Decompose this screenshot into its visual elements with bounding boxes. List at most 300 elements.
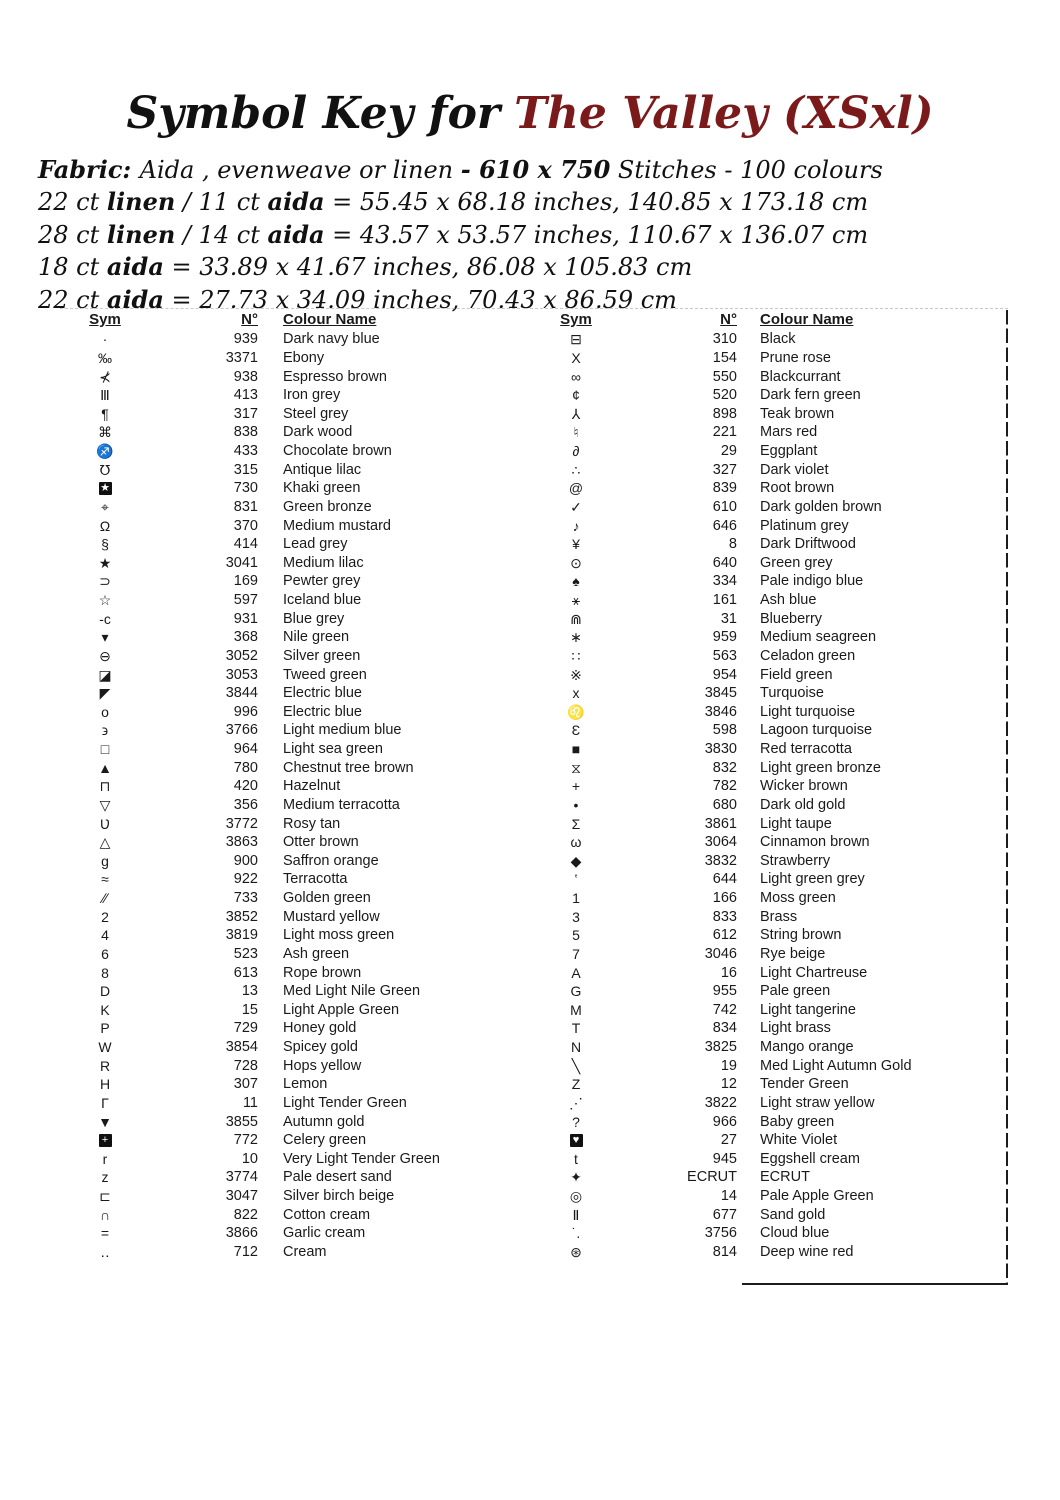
symbol-cell: ¢	[572, 387, 580, 404]
symbol-cell: t	[574, 1150, 578, 1167]
table-row	[530, 460, 1008, 479]
colour-name-cell: Light green grey	[760, 871, 865, 888]
number-cell: 730	[233, 480, 258, 497]
symbol-cell: ╲	[571, 1057, 581, 1074]
table-row	[530, 889, 1008, 908]
number-cell: 3041	[225, 554, 258, 571]
number-cell: 839	[712, 480, 737, 497]
symbol-cell: ‰	[98, 349, 112, 366]
table-row	[60, 386, 520, 405]
colour-name-cell: Root brown	[760, 480, 835, 497]
number-cell: 931	[233, 610, 258, 627]
symbol-cell: ℧	[99, 461, 111, 478]
table-row	[60, 367, 520, 386]
colour-name-cell: String brown	[760, 927, 842, 944]
table-row	[60, 1168, 520, 1187]
table-row	[530, 703, 1008, 722]
colour-name-cell: Garlic cream	[283, 1225, 366, 1242]
table-row	[530, 1075, 1008, 1094]
table-row	[60, 535, 520, 554]
colour-name-cell: Khaki green	[283, 480, 361, 497]
symbol-cell: o	[101, 703, 109, 720]
symbol-cell: ∕∕	[102, 890, 108, 907]
table-row	[530, 572, 1008, 591]
table-row	[530, 554, 1008, 573]
colour-name-cell: Otter brown	[283, 834, 359, 851]
table-row	[530, 796, 1008, 815]
colour-name-cell: Teak brown	[760, 405, 835, 422]
symbol-cell: ♠	[572, 573, 580, 590]
number-cell: 334	[712, 573, 737, 590]
title-prefix: Symbol Key for	[126, 88, 501, 139]
colour-name-cell: Light Chartreuse	[760, 964, 868, 981]
table-row	[60, 1224, 520, 1243]
colour-name-cell: Silver birch beige	[283, 1188, 395, 1205]
table-row	[530, 870, 1008, 889]
symbol-cell: ¶	[101, 405, 109, 422]
number-cell: 317	[233, 405, 258, 422]
table-row	[530, 1243, 1008, 1262]
colour-name-cell: Mars red	[760, 424, 818, 441]
number-cell: 598	[712, 722, 737, 739]
number-cell: 646	[712, 517, 737, 534]
colour-name-cell: Blue grey	[283, 610, 345, 627]
colour-name-cell: Terracotta	[283, 871, 348, 888]
colour-name-cell: Light brass	[760, 1020, 831, 1037]
number-cell: 3852	[225, 908, 258, 925]
symbol-cell: ♮	[573, 424, 579, 441]
symbol-cell: x	[572, 685, 580, 702]
symbol-cell: §	[101, 536, 109, 553]
number-cell: 939	[233, 331, 258, 348]
number-cell: 10	[241, 1150, 258, 1167]
number-cell: 307	[233, 1076, 258, 1093]
number-column-header: N°	[241, 311, 258, 328]
colour-name-cell: Celadon green	[760, 647, 856, 664]
number-cell: 832	[712, 759, 737, 776]
symbol-cell: ¥	[572, 536, 580, 553]
sym-column-header: Sym	[560, 311, 592, 328]
colour-name-cell: Light straw yellow	[760, 1094, 875, 1111]
table-header	[530, 309, 1008, 330]
table-row	[530, 479, 1008, 498]
colour-name-cell: Dark fern green	[760, 387, 861, 404]
symbol-cell: ♌	[567, 703, 585, 720]
number-cell: 640	[712, 554, 737, 571]
symbol-cell: ˙.	[571, 1225, 581, 1242]
table-row	[530, 907, 1008, 926]
symbol-cell: ⊙	[570, 554, 582, 571]
colour-name-cell: Med Light Autumn Gold	[760, 1057, 912, 1074]
number-cell: 954	[712, 666, 737, 683]
symbol-cell: H	[99, 1076, 111, 1093]
symbol-cell: z	[101, 1169, 109, 1186]
number-cell: 3772	[225, 815, 258, 832]
number-cell: 938	[233, 368, 258, 385]
colour-name-cell: Dark old gold	[760, 796, 846, 813]
table-row	[530, 1205, 1008, 1224]
table-row	[530, 423, 1008, 442]
table-row	[60, 665, 520, 684]
symbol-cell: M	[570, 1001, 582, 1018]
number-cell: 16	[720, 964, 737, 981]
table-row	[530, 1168, 1008, 1187]
symbol-cell: +	[99, 1134, 112, 1147]
number-cell: 3766	[225, 722, 258, 739]
colour-name-cell: Light medium blue	[283, 722, 402, 739]
colour-name-cell: Very Light Tender Green	[283, 1150, 440, 1167]
symbol-cell: ⊛	[570, 1243, 582, 1260]
number-cell: 712	[233, 1243, 258, 1260]
symbol-cell: ⧖	[571, 759, 581, 776]
table-row	[60, 479, 520, 498]
symbol-cell: •	[573, 796, 579, 813]
colour-name-cell: Dark golden brown	[760, 498, 882, 515]
number-cell: 3854	[225, 1039, 258, 1056]
symbol-cell: ⌘	[98, 424, 112, 441]
colour-name-cell: Celery green	[283, 1132, 367, 1149]
number-cell: 3819	[225, 927, 258, 944]
table-row	[60, 907, 520, 926]
colour-name-cell: Platinum grey	[760, 517, 849, 534]
number-cell: 922	[233, 871, 258, 888]
symbol-cell: ☆	[98, 592, 112, 609]
number-cell: 955	[712, 983, 737, 1000]
colour-name-cell: Red terracotta	[760, 741, 852, 758]
symbol-cell: ▽	[99, 796, 111, 813]
table-row	[60, 647, 520, 666]
table-row	[530, 647, 1008, 666]
symbol-cell: 3	[572, 908, 580, 925]
colour-name-cell: Nile green	[283, 629, 350, 646]
table-row	[60, 349, 520, 368]
number-cell: 729	[233, 1020, 258, 1037]
table-row	[60, 777, 520, 796]
page-title	[0, 88, 1060, 140]
colour-name-cell: Tweed green	[283, 666, 367, 683]
number-cell: 772	[233, 1132, 258, 1149]
symbol-cell: Ʋ	[99, 815, 111, 832]
table-row	[60, 703, 520, 722]
colour-name-cell: Pale desert sand	[283, 1169, 392, 1186]
table-row	[60, 405, 520, 424]
symbol-cell: ‛	[574, 871, 578, 888]
table-row	[530, 367, 1008, 386]
symbol-cell: ∴	[571, 461, 581, 478]
number-cell: 3053	[225, 666, 258, 683]
number-cell: 13	[241, 983, 258, 1000]
number-cell: 613	[233, 964, 258, 981]
symbol-cell: Z	[571, 1076, 581, 1093]
colour-name-cell: Lagoon turquoise	[760, 722, 873, 739]
table-row	[530, 982, 1008, 1001]
symbol-cell: ♐	[96, 443, 114, 460]
table-row	[530, 498, 1008, 517]
right-frame-dashed-border	[1006, 310, 1008, 1283]
symbol-cell: ✓	[570, 498, 582, 515]
number-cell: 728	[233, 1057, 258, 1074]
table-row	[530, 665, 1008, 684]
symbol-cell: ⊀	[99, 368, 111, 385]
colour-name-cell: Ash green	[283, 945, 350, 962]
table-row	[530, 740, 1008, 759]
symbol-cell: ·	[102, 331, 108, 348]
fabric-line: 28 ct linen / 14 ct aida = 43.57 x 53.57 inches, 110.67 x 136.07 cm	[38, 219, 869, 249]
symbol-cell: ■	[571, 741, 581, 758]
table-row	[530, 609, 1008, 628]
number-cell: 414	[233, 536, 258, 553]
symbol-cell: ∷	[571, 647, 581, 664]
number-cell: 520	[712, 387, 737, 404]
symbol-cell: Ω	[99, 517, 111, 534]
symbol-cell: ⋰	[569, 1094, 583, 1111]
colour-name-cell: Mango orange	[760, 1039, 854, 1056]
symbol-cell: K	[100, 1001, 110, 1018]
table-row	[530, 1038, 1008, 1057]
colour-name-cell: ECRUT	[760, 1169, 810, 1186]
symbol-cell: ≈	[101, 871, 109, 888]
fabric-line: Fabric: Aida , evenweave or linen - 610 x 750 Stitches - 100 colours	[38, 155, 883, 184]
title-pattern-name: The Valley (XSxl)	[514, 88, 934, 139]
symbol-cell: ⊓	[99, 778, 111, 795]
number-cell: 3774	[225, 1169, 258, 1186]
table-row	[530, 1187, 1008, 1206]
colour-name-cell: Medium lilac	[283, 554, 364, 571]
number-cell: 166	[712, 890, 737, 907]
colour-name-cell: Prune rose	[760, 349, 831, 366]
table-row	[60, 963, 520, 982]
number-cell: 742	[712, 1001, 737, 1018]
number-cell: 310	[712, 331, 737, 348]
symbol-table-right	[530, 308, 1008, 1261]
number-cell: 3832	[704, 852, 737, 869]
symbol-cell: -c	[99, 610, 111, 627]
symbol-cell: △	[99, 834, 111, 851]
table-row	[530, 721, 1008, 740]
table-header	[60, 309, 520, 330]
number-cell: 680	[712, 796, 737, 813]
colour-name-cell: Green grey	[760, 554, 833, 571]
colour-name-cell: Turquoise	[760, 685, 824, 702]
symbol-cell: R	[99, 1057, 111, 1074]
colour-name-cell: Ebony	[283, 349, 325, 366]
colour-name-cell: Honey gold	[283, 1020, 357, 1037]
number-cell: 3866	[225, 1225, 258, 1242]
symbol-cell: ▲	[98, 759, 112, 776]
colour-name-cell: Cream	[283, 1243, 327, 1260]
table-row	[60, 1187, 520, 1206]
bottom-frame-border	[742, 1283, 1008, 1285]
symbol-cell: ◎	[569, 1188, 583, 1205]
symbol-cell: T	[571, 1020, 581, 1037]
colour-name-cell: Dark Driftwood	[760, 536, 856, 553]
colour-name-cell: Eggplant	[760, 443, 818, 460]
symbol-cell: ◤	[99, 685, 111, 702]
number-cell: 356	[233, 796, 258, 813]
symbol-cell: g	[101, 852, 109, 869]
table-row	[60, 1112, 520, 1131]
colour-name-cell: Antique lilac	[283, 461, 362, 478]
number-cell: 433	[233, 443, 258, 460]
table-row	[530, 945, 1008, 964]
symbol-cell: ω	[570, 834, 582, 851]
symbol-cell: ⊖	[99, 647, 111, 664]
colour-name-cell: Medium terracotta	[283, 796, 400, 813]
number-cell: 945	[712, 1150, 737, 1167]
colour-name-cell: Dark navy blue	[283, 331, 380, 348]
table-row	[530, 1112, 1008, 1131]
number-cell: 3861	[704, 815, 737, 832]
symbol-cell: ∗	[570, 629, 582, 646]
table-row	[60, 554, 520, 573]
number-cell: 3047	[225, 1188, 258, 1205]
symbol-cell: ★	[100, 481, 110, 494]
fabric-line: 22 ct linen / 11 ct aida = 55.45 x 68.18 inches, 140.85 x 173.18 cm	[38, 187, 869, 217]
colour-name-cell: Medium seagreen	[760, 629, 877, 646]
symbol-cell: 5	[572, 927, 580, 944]
table-row	[60, 1019, 520, 1038]
number-cell: 833	[712, 908, 737, 925]
colour-name-cell: Pale green	[760, 983, 831, 1000]
symbol-cell: ⊏	[99, 1188, 111, 1205]
colour-name-cell: Strawberry	[760, 852, 831, 869]
colour-name-cell: Lead grey	[283, 536, 348, 553]
table-row	[530, 814, 1008, 833]
symbol-cell: 6	[101, 945, 109, 962]
table-row	[530, 442, 1008, 461]
table-row	[60, 1001, 520, 1020]
number-cell: 834	[712, 1020, 737, 1037]
table-row	[60, 591, 520, 610]
number-cell: 11	[242, 1094, 258, 1111]
table-row	[60, 516, 520, 535]
symbol-cell: ✦	[570, 1169, 582, 1186]
table-row	[60, 740, 520, 759]
table-row	[60, 721, 520, 740]
colour-name-cell: Hazelnut	[283, 778, 341, 795]
table-row	[530, 1224, 1008, 1243]
symbol-cell: 4	[101, 927, 109, 944]
symbol-cell: G	[570, 983, 582, 1000]
number-cell: 3046	[704, 945, 737, 962]
table-row	[60, 1056, 520, 1075]
colour-name-cell: Green bronze	[283, 498, 372, 515]
table-row	[60, 1205, 520, 1224]
number-cell: 3371	[225, 349, 258, 366]
symbol-cell: Ⅱ	[572, 1206, 580, 1223]
number-cell: 814	[712, 1243, 737, 1260]
number-cell: 733	[233, 890, 258, 907]
colour-name-cell: Rope brown	[283, 964, 362, 981]
number-cell: 315	[233, 461, 258, 478]
symbol-cell: ★	[98, 554, 112, 571]
symbol-cell: ⚹	[571, 592, 581, 609]
colour-name-cell: Autumn gold	[283, 1113, 365, 1130]
colour-name-cell: Light Apple Green	[283, 1001, 400, 1018]
table-row	[530, 684, 1008, 703]
table-row	[530, 852, 1008, 871]
table-row	[530, 1056, 1008, 1075]
number-cell: 3064	[704, 834, 737, 851]
number-cell: 782	[712, 778, 737, 795]
table-row	[60, 572, 520, 591]
number-cell: 161	[712, 592, 737, 609]
number-cell: 610	[712, 498, 737, 515]
table-row	[530, 777, 1008, 796]
symbol-cell: @	[568, 480, 584, 497]
number-cell: ECRUT	[687, 1169, 737, 1186]
number-cell: 3863	[225, 834, 258, 851]
colour-name-cell: Light sea green	[283, 741, 383, 758]
table-row	[530, 386, 1008, 405]
colour-name-cell: Field green	[760, 666, 833, 683]
table-row	[60, 945, 520, 964]
number-cell: 822	[233, 1206, 258, 1223]
table-row	[530, 963, 1008, 982]
number-cell: 29	[720, 443, 737, 460]
table-row	[60, 796, 520, 815]
colour-name-cell: Cotton cream	[283, 1206, 371, 1223]
colour-name-cell: Light green bronze	[760, 759, 881, 776]
table-row	[60, 1094, 520, 1113]
symbol-cell: ▾	[101, 629, 109, 646]
colour-name-cell: Rye beige	[760, 945, 826, 962]
table-row	[530, 591, 1008, 610]
colour-name-cell: Electric blue	[283, 685, 362, 702]
colour-name-cell: Light tangerine	[760, 1001, 856, 1018]
symbol-cell: 2	[101, 908, 109, 925]
symbol-cell: X	[571, 349, 581, 366]
table-body-left	[60, 330, 520, 1261]
colour-name-column-header: Colour Name	[760, 311, 854, 328]
table-row	[530, 1131, 1008, 1150]
colour-name-cell: Blueberry	[760, 610, 823, 627]
symbol-cell: Ɛ	[571, 722, 581, 739]
table-row	[60, 684, 520, 703]
colour-name-cell: Tender Green	[760, 1076, 849, 1093]
number-cell: 3825	[704, 1039, 737, 1056]
symbol-cell: ‥	[100, 1243, 110, 1260]
colour-name-cell: White Violet	[760, 1132, 838, 1149]
number-cell: 3830	[704, 741, 737, 758]
colour-name-cell: Electric blue	[283, 703, 362, 720]
number-cell: 3756	[704, 1225, 737, 1242]
symbol-cell: W	[98, 1039, 112, 1056]
symbol-cell: ∞	[571, 368, 581, 385]
table-row	[60, 889, 520, 908]
symbol-cell: ◆	[570, 852, 582, 869]
number-cell: 413	[233, 387, 258, 404]
colour-name-cell: Baby green	[760, 1113, 835, 1130]
colour-name-cell: Black	[760, 331, 796, 348]
table-row	[60, 1038, 520, 1057]
symbol-cell: 7	[572, 945, 580, 962]
symbol-cell: ∩	[99, 1206, 111, 1223]
number-cell: 831	[233, 498, 258, 515]
number-cell: 3822	[704, 1094, 737, 1111]
table-row	[530, 349, 1008, 368]
number-cell: 154	[712, 349, 737, 366]
symbol-cell: ♥	[570, 1134, 583, 1147]
number-cell: 523	[233, 945, 258, 962]
number-cell: 996	[233, 703, 258, 720]
table-row	[530, 330, 1008, 349]
symbol-cell: ϶	[101, 722, 109, 739]
number-cell: 31	[720, 610, 737, 627]
table-row	[60, 460, 520, 479]
number-cell: 780	[233, 759, 258, 776]
symbol-cell: ⅄	[571, 405, 581, 422]
